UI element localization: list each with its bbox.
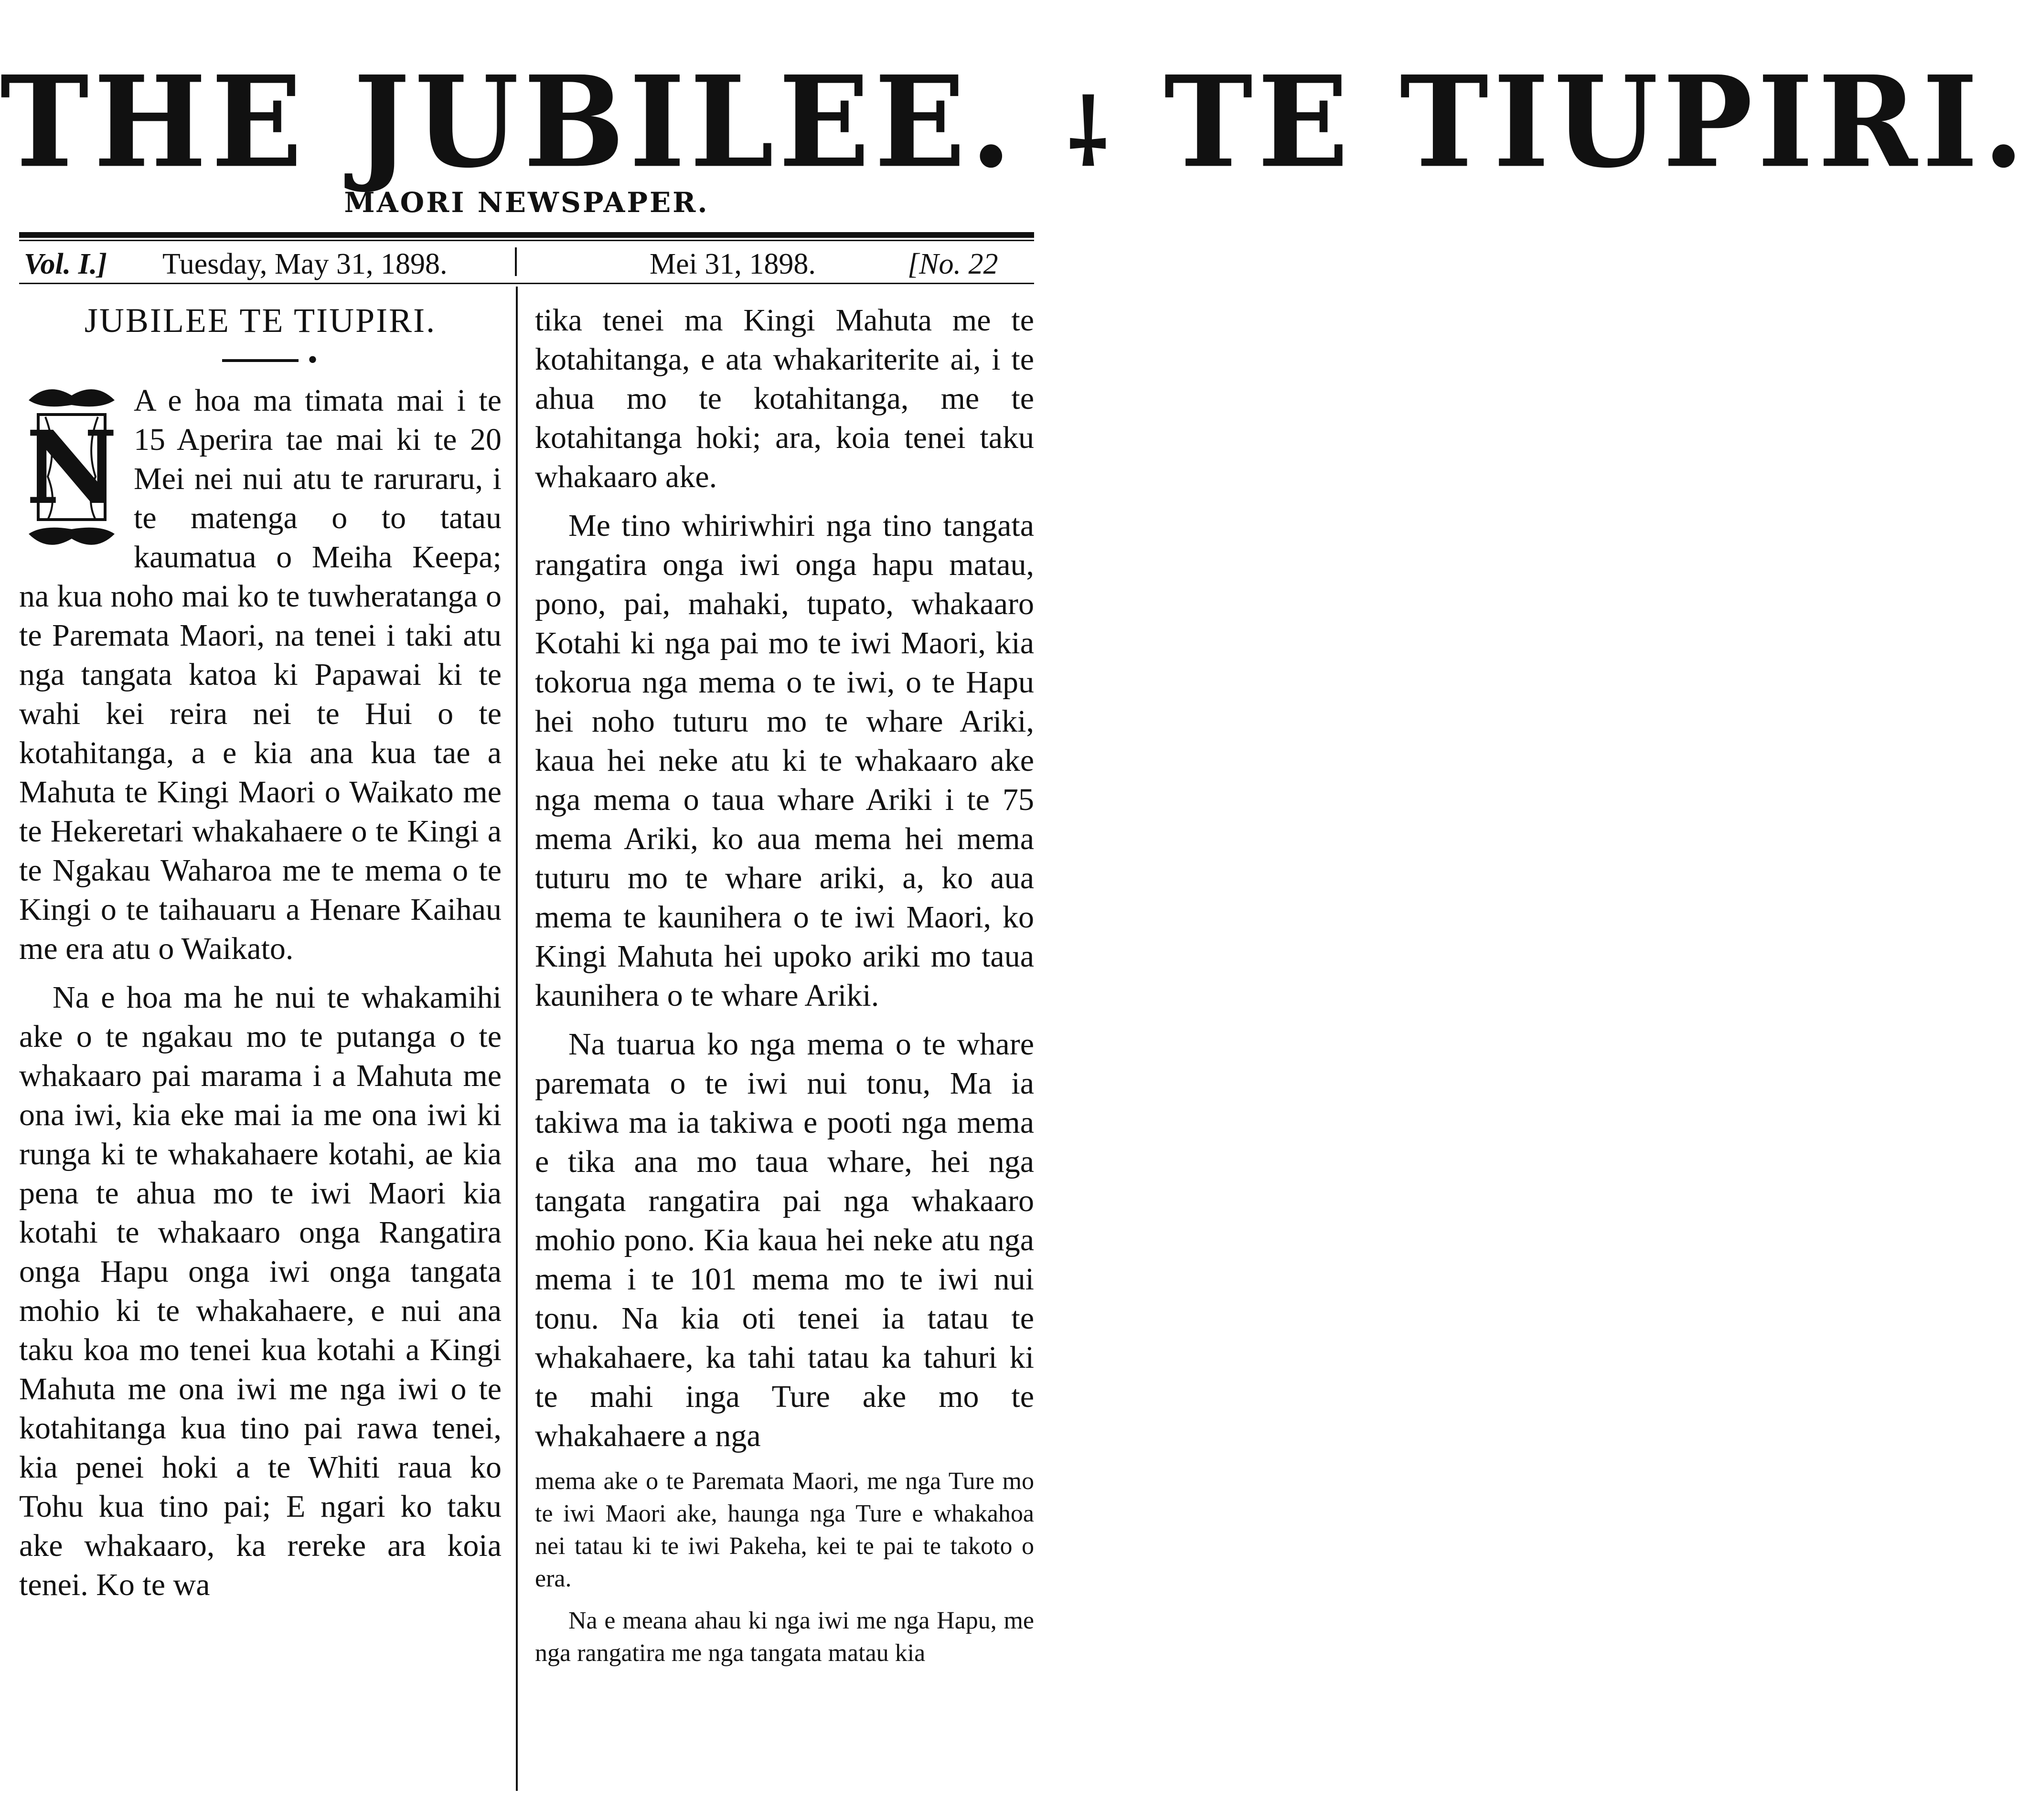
fern-ornament-icon: ⸸ (1068, 80, 1113, 186)
masthead-subtitle: MAORI NEWSPAPER. (344, 186, 709, 219)
left-paragraph-1: A e hoa ma timata mai i te 15 Aperira tae mai ki te 20 Mei nei nui atu te raruraru, i te matenga o to tatau kaumatua o Meiha Keepa; na kua noho mai ko te tuwheratanga o te Paremata Maori, na tenei i taki atu nga tangata katoa ki Papawai ki te wahi kei reira nei te Hui o te kotahitanga, a e kia ana kua tae a Mahuta te Kingi Maori o Waikato me te Hekeretari whakahaere o te Kingi a te Ngakau Waharoa me te mema o te Kingi o te taihauaru a Henare Kaihau me era atu o Waikato. (19, 383, 502, 966)
masthead-title-left: THE JUBILEE. (0, 48, 1017, 196)
dropcap-ornament (19, 381, 124, 553)
dropcap-floral-icon (19, 381, 124, 553)
dateline-divider (515, 247, 517, 276)
date-maori: Mei 31, 1898. (650, 248, 816, 280)
right-paragraph-5: Na e meana ahau ki nga iwi me nga Hapu, me nga rangatira me nga tangata matau kia (535, 1607, 1034, 1667)
dateline-rule (19, 283, 1034, 284)
left-column (19, 301, 502, 1614)
masthead-rule-thick (19, 232, 1034, 238)
right-paragraph-1: tika tenei ma Kingi Mahuta me te kotahitanga, e ata whakariterite ai, i te ahua mo te kotahitanga, me te kotahitanga hoki; ara, koia tenei taku whakaaro ake. (535, 303, 1034, 494)
right-column (535, 301, 1034, 1679)
left-paragraph-2: Na e hoa ma he nui te whakamihi ake o te ngakau mo te putanga o te whakaaro pai marama i a Mahuta me ona iwi, kia eke mai ia me ona iwi ki runga ki te whakahaere kotahi, ae kia pena te ahua mo te iwi Maori kia kotahi te whakaaro onga Rangatira onga Hapu onga iwi onga tangata mohio ki te whakahaere, e nui ana taku koa mo tenei kua kotahi a Kingi Mahuta me ona iwi me nga iwi o te kotahitanga kua tino pai rawa tenei, kia penei hoki a te Whiti raua ko Tohu kua tino pai; E ngari ko taku ake whakaaro, ka rereke ara koia tenei. Ko te wa (19, 980, 502, 1602)
column-divider (516, 287, 518, 1791)
title-ornament-rule (222, 359, 299, 362)
masthead-title-right: TE TIUPIRI. (1164, 48, 2029, 196)
right-paragraph-4: mema ake o te Paremata Maori, me nga Ture mo te iwi Maori ake, haunga nga Ture e whakahoa nei tatau ki te iwi Pakeha, kei te pai te takoto o era. (535, 1468, 1034, 1592)
masthead (0, 29, 2029, 229)
right-paragraph-3: Na tuarua ko nga mema o te whare paremata o te iwi nui tonu, Ma ia takiwa ma ia takiwa e pooti nga mema e tika ana mo taua whare, hei nga tangata rangatira pai nga whakaaro mohio pono. Kia kaua hei neke atu nga mema i te 101 mema mo te iwi nui tonu. Na kia oti tenei ia tatau te whakahaere, ka tahi tatau ka tahuri ki te mahi inga Ture ake mo te whakahaere a nga (535, 1027, 1034, 1453)
masthead-title (0, 48, 2029, 196)
dateline (19, 244, 1034, 282)
issue-number: [No. 22 (908, 248, 998, 280)
date-english: Tuesday, May 31, 1898. (162, 248, 448, 280)
masthead-rule-thin (19, 240, 1034, 241)
dropcap-letter: N (26, 409, 117, 527)
volume-label: Vol. I.] (24, 248, 107, 280)
article-title: JUBILEE TE TIUPIRI. (84, 301, 437, 340)
right-paragraph-2: Me tino whiriwhiri nga tino tangata rangatira onga iwi onga hapu matau, pono, pai, mahaki, tupato, whakaaro Kotahi ki nga pai mo te iwi Maori, kia tokorua nga mema o te iwi, o te Hapu hei noho tuturu mo te whare Ariki, kaua hei neke atu ki te whakaaro ake nga mema o taua whare Ariki i te 75 mema Ariki, ko aua mema hei mema tuturu mo te whare ariki, a, ko aua mema te kaunihera o te iwi Maori, ko Kingi Mahuta hei upoko ariki mo taua kaunihera o te whare Ariki. (535, 508, 1034, 1013)
